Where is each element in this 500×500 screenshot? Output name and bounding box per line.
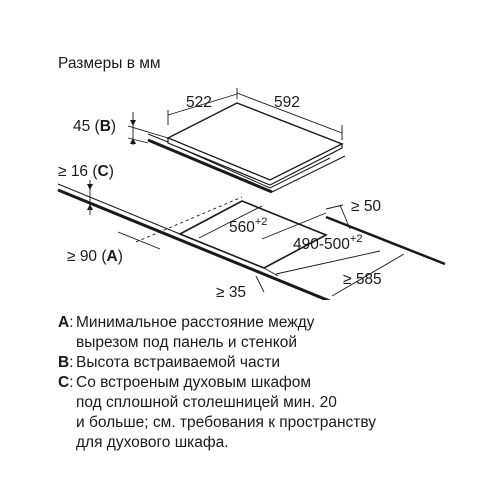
legend-key: C: [58,374,74,391]
legend-key: B: [58,354,74,371]
legend-item-a [58,313,488,353]
worktop-front-edge-thin [58,184,180,234]
hob-depth-label: 592 [274,94,300,111]
legend-text: Высота встраиваемой части [76,354,281,371]
worktop-drawing [58,184,445,300]
legend-item-b [58,353,488,373]
rear-distance-label: ≥ 50 [351,198,382,215]
dimension-c [58,163,114,215]
legend-text: и больше; см. требования к пространству [76,414,377,431]
distance-c-label: ≥ 16 (C) [58,163,114,180]
hob-glass-top [168,103,342,180]
cutout-width-label: $560^{+2}$ [229,216,268,236]
legend-item-c [58,373,488,453]
legend-key: A: [58,314,74,331]
hob-drawing [148,103,345,192]
legend [58,313,488,453]
legend-text: вырезом под панель и стенкой [76,334,297,351]
legend-text: под сплошной столешницей мин. 20 [76,394,337,411]
cutout-depth-label: $490-500^{+2}$ [293,233,363,253]
dimension-height-b [73,112,168,145]
distance-a-label: ≥ 90 (A) [67,248,123,265]
dimension-rear [326,198,381,229]
worktop-depth-label: ≥ 585 [343,271,382,288]
dimension-worktop-depth [332,254,404,296]
legend-text: Минимальное расстояние между [76,314,315,331]
dimension-front [216,276,264,300]
front-distance-label: ≥ 35 [216,284,247,300]
height-b-label: 45 (B) [73,118,117,135]
dimension-a [67,232,160,265]
hob-width-label: 522 [186,94,212,111]
diagram-title: Размеры в мм [58,55,161,72]
legend-text: Со встроеным духовым шкафом [76,374,312,391]
legend-text: для духового шкафа. [76,434,229,451]
